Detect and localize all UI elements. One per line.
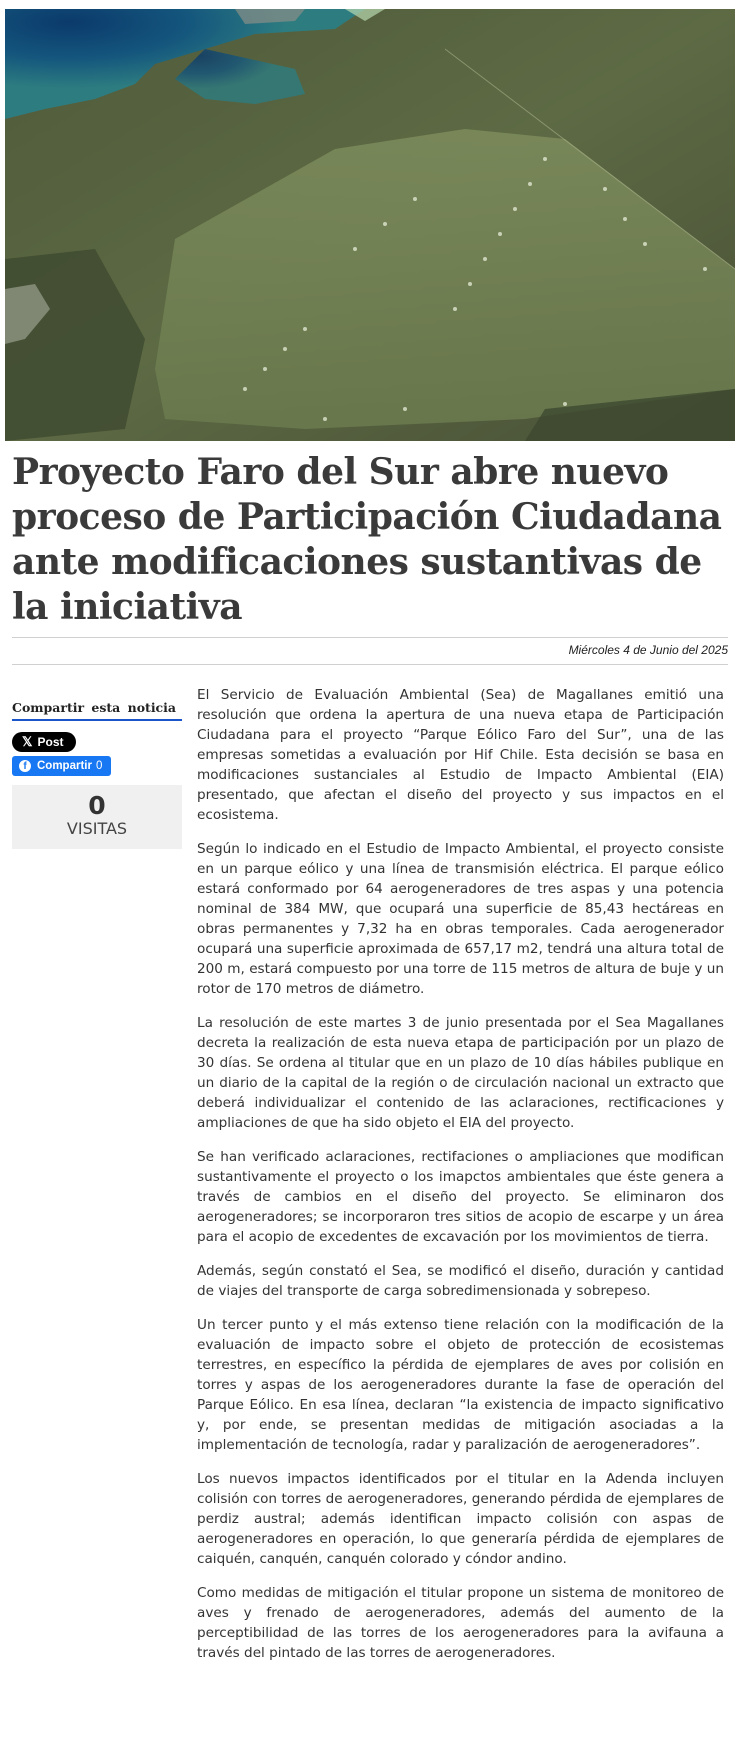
x-post-label: Post <box>37 735 64 749</box>
x-logo-icon: 𝕏 <box>22 734 33 749</box>
visits-count: 0 <box>88 791 106 820</box>
facebook-logo-icon: f <box>19 760 31 772</box>
facebook-share-label: Compartir <box>37 760 92 772</box>
wind-farm-aerial-photo <box>5 9 735 441</box>
article-paragraph: Como medidas de mitigación el titular propone un sistema de monitoreo de aves y frenado de aerogeneradores, además del aumento de la perceptibilidad de las torres de los aerogeneradores para la avifauna a través del pintado de las torres de aerogeneradores. <box>197 1585 724 1661</box>
date-divider <box>12 664 728 665</box>
article-paragraph: Un tercer punto y el más extenso tiene relación con la modificación de la evaluación de impacto sobre el objeto de protección de ecosistemas terrestres, en específico la pérdida de ejemplares de aves por colisión en torres y aspas de los aerogeneradores durante la fase de operación del Parque Eólico. En esa línea, declaran “la existencia de impacto significativo y, por ende, se presentan medidas de mitigación asociadas a la implementación de tecnología, radar y paralización de aerogeneradores”. <box>197 1317 724 1453</box>
article-date: Miércoles 4 de Junio del 2025 <box>568 643 728 657</box>
visits-counter <box>12 785 182 849</box>
share-heading: Compartir esta noticia <box>12 700 182 721</box>
article-paragraph: El Servicio de Evaluación Ambiental (Sea) de Magallanes emitió una resolución que ordena la apertura de una nueva etapa de Participación Ciudadana para el proyecto “Parque Eólico Faro del Sur”, una de las empresas sometidas a evaluación por Hif Chile. Esta decisión se basa en modificaciones sustanciales al Estudio de Impacto Ambiental (EIA) presentado, que afectan el diseño del proyecto y sus impactos en el ecosistema. <box>197 687 724 823</box>
article-paragraph: Además, según constató el Sea, se modificó el diseño, duración y cantidad de viajes del transporte de carga sobredimensionada y sobrepeso. <box>197 1263 724 1299</box>
article-paragraph: Se han verificado aclaraciones, rectifaciones o ampliaciones que modifican sustantivamente el proyecto o los imapctos ambientales que éste genera a través de cambios en el diseño del proyecto. Se eliminaron dos aerogeneradores; se incorporaron tres sitios de acopio de escarpe y un área para el acopio de excedentes de excavación por los movimientos de tierra. <box>197 1149 724 1245</box>
article-body <box>197 685 724 1677</box>
facebook-share-button[interactable] <box>12 756 111 776</box>
x-post-button[interactable] <box>12 732 76 752</box>
hero-image <box>5 9 735 441</box>
article-paragraph: La resolución de este martes 3 de junio presentada por el Sea Magallanes decreta la realización de esta nueva etapa de participación por un plazo de 30 días. Se ordena al titular que en un plazo de 10 días hábiles publique en un diario de la capital de la región o de circulación nacional un extracto que deberá individualizar el contenido de las aclaraciones, rectificaciones y ampliaciones de que ha sido objeto el EIA del proyecto. <box>197 1015 724 1131</box>
visits-label: VISITAS <box>66 819 128 838</box>
facebook-share-count: 0 <box>95 760 103 772</box>
article-title: Proyecto Faro del Sur abre nuevo proceso de Participación Ciudadana ante modificaciones sustantivas de la iniciativa <box>12 451 722 628</box>
title-divider <box>12 637 728 638</box>
share-sidebar <box>12 700 182 849</box>
article-paragraph: Los nuevos impactos identificados por el titular en la Adenda incluyen colisión con torres de aerogeneradores, generando pérdida de ejemplares de perdiz austral; además identifican impacto colisión con aspas de aerogeneradores en operación, lo que generaría pérdida de ejemplares de caiquén, canquén, canquén colorado y cóndor andino. <box>197 1471 724 1567</box>
article-paragraph: Según lo indicado en el Estudio de Impacto Ambiental, el proyecto consiste en un parque eólico y una línea de transmisión eléctrica. El parque eólico estará conformado por 64 aerogeneradores de tres aspas y una potencia nominal de 384 MW, que ocupará una superficie de 85,43 hectáreas en obras permanentes y 7,32 ha en obras temporales. Cada aerogenerador ocupará una superficie aproximada de 657,17 m2, tendrá una altura total de 200 m, estará compuesto por una torre de 115 metros de altura de buje y un rotor de 170 metros de diámetro. <box>197 841 724 997</box>
